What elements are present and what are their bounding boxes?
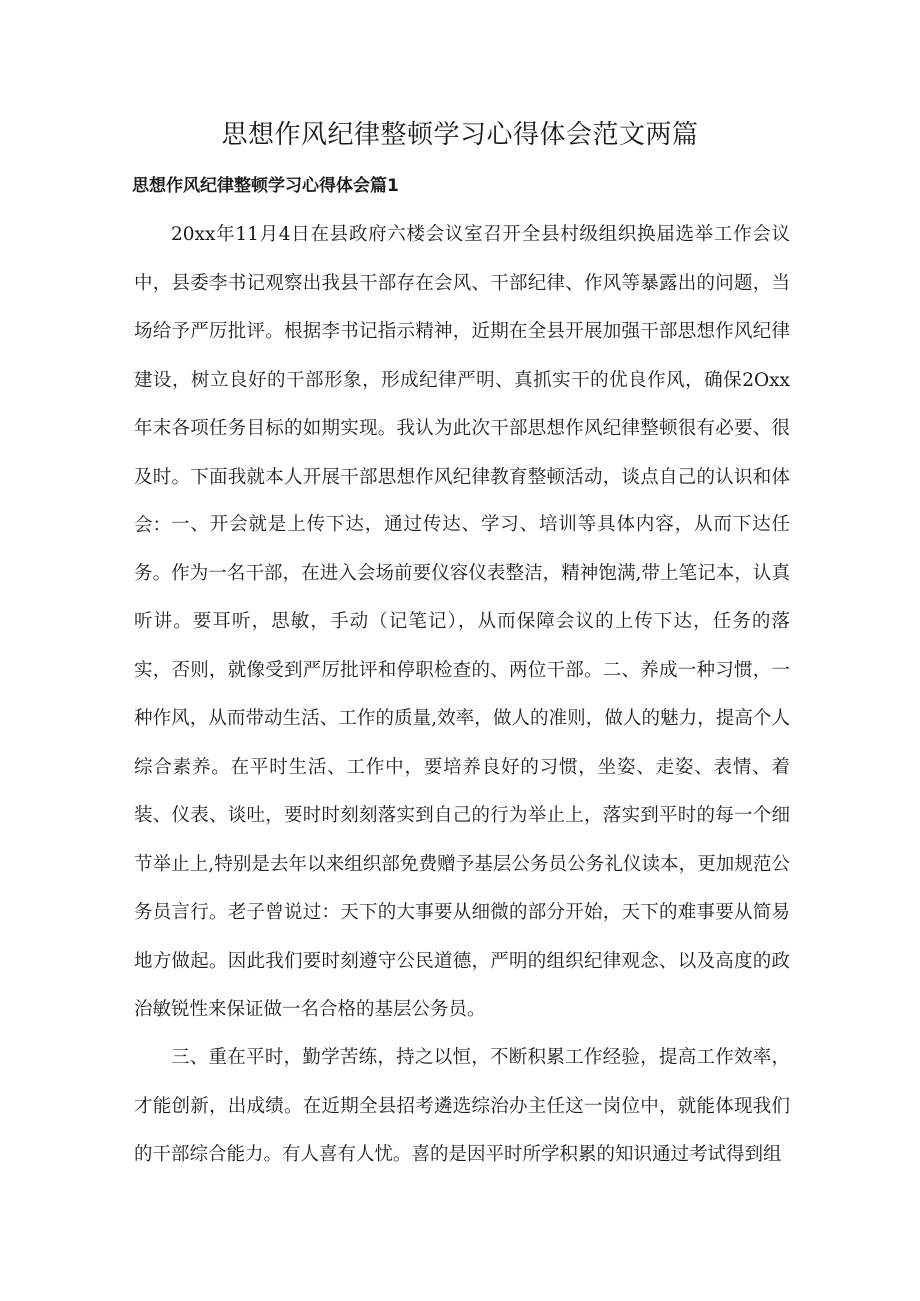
body-paragraph-3: 三、重在平时，勤学苦练，持之以恒，不断积累工作经验，提高工作效率，才能创新，出成绩。在近期全县招考遴选综治办主任这一岗位中，就能体现我们的干部综合能力。有人喜有人忧。喜的是因平时所学积累的知识通过考试得到组 [134,1047,790,1165]
body-paragraph-1: 20xx年11月4日在县政府六楼会议室召开全县村级组织换届选举工作会议中，县委李书记观察出我县干部存在会风、干部纪律、作风等暴露出的问题，当场给予严厉批评。根据李书记指示精神，近期在全县开展加强干部思想作风纪律建设，树立良好的干部形象，形成纪律严明、真抓实干的优良作风，确保2Oxx年末各项任务目标的如期实现。我认为此次干部思想作风纪律整顿很有必要、很及时。下面我就本人开展干部思想作风纪律教育整顿活动，谈点自己的认识和体会： [134,224,790,536]
section-heading: 思想作风纪律整顿学习心得体会篇1 [132,176,399,196]
body-paragraph-2: 一、开会就是上传下达，通过传达、学习、培训等具体内容，从而下达任务。作为一名干部，在进入会场前要仪容仪表整洁，精神饱满,带上笔记本，认真听讲。要耳听，思敏，手动（记笔记），从而保障会议的上传下达，任务的落实，否则，就像受到严厉批评和停职检查的、两位干部。二、养成一种习惯，一种作风，从而带动生活、工作的质量,效率，做人的准则，做人的魅力，提高个人综合素养。在平时生活、工作中，要培养良好的习惯，坐姿、走姿、表情、着装、仪表、谈吐，要时时刻刻落实到自己的行为举止上，落实到平时的每一个细节举止上,特别是去年以来组织部免费赠予基层公务员公务礼仪读本，更加规范公务员言行。老子曾说过：天下的大事要从细微的部分开始，天下的难事要从简易地方做起。因此我们要时刻遵守公民道德，严明的组织纪律观念、以及高度的政治敏锐性来保证做一名合格的基层公务员。 [134,514,790,1020]
document-title: 思想作风纪律整顿学习心得体会范文两篇 [221,120,699,150]
